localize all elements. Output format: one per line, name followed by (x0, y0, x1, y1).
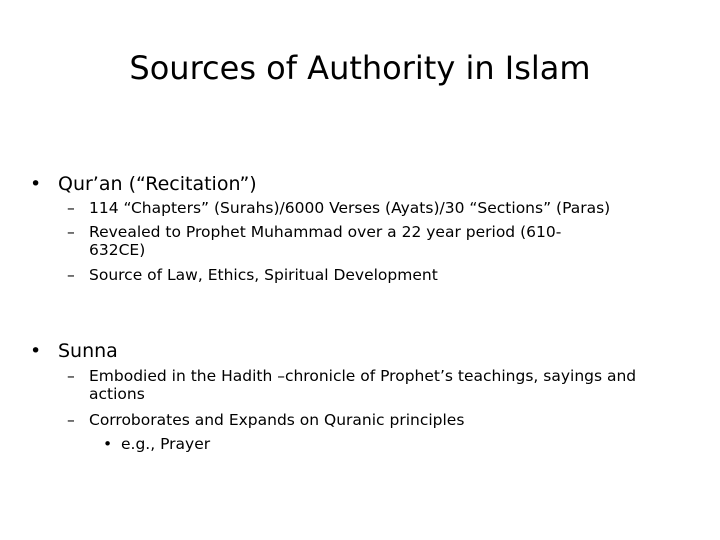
bullet-icon: • (30, 340, 42, 362)
dash-icon: – (67, 266, 75, 284)
sub-bullet-text: Source of Law, Ethics, Spiritual Development (89, 266, 438, 284)
bullet-icon: • (30, 173, 42, 195)
dash-icon: – (67, 223, 75, 241)
sub-bullet-text: Revealed to Prophet Muhammad over a 22 year period (610- (89, 223, 562, 241)
sub-bullet-text-cont: actions (89, 385, 145, 403)
dash-icon: – (67, 411, 75, 429)
dash-icon: – (67, 199, 75, 217)
sub-bullet-text: Embodied in the Hadith –chronicle of Prophet’s teachings, sayings and (89, 367, 637, 385)
sub-sub-bullet-text: e.g., Prayer (121, 435, 211, 453)
bullet-icon: • (103, 435, 113, 453)
slide-title: Sources of Authority in Islam (129, 49, 591, 87)
bullet-label: Sunna (58, 340, 118, 362)
sub-bullet-text-cont: 632CE) (89, 241, 146, 259)
dash-icon: – (67, 367, 75, 385)
sub-bullet-text: Corroborates and Expands on Quranic principles (89, 411, 465, 429)
bullet-label: Qur’an (“Recitation”) (58, 173, 257, 195)
sub-bullet-text: 114 “Chapters” (Surahs)/6000 Verses (Ayats)/30 “Sections” (Paras) (89, 199, 611, 217)
